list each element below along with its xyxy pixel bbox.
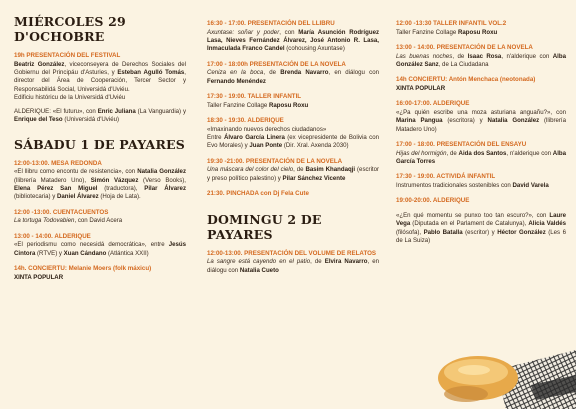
speaker-name: Héctor González (497, 228, 546, 236)
event-storytelling (14, 209, 186, 226)
event-concert-2 (396, 76, 566, 93)
event-text (396, 182, 566, 190)
speaker-name: Isaac Rosa (467, 52, 502, 60)
event-heading: 16:30 - 17:00. PRESENTACIÓN DEL LLIBRU (207, 20, 335, 27)
event-essay-presentation (396, 141, 566, 166)
event-text-part: (ex vicepresidente de Bolivia con Evo Morales) y (207, 133, 379, 150)
event-text (396, 150, 566, 167)
event-round-table (14, 160, 186, 202)
speaker-name: Laure Vega (396, 212, 566, 228)
speaker-name: Alba González Sanz (396, 52, 566, 69)
event-text-part: (Verso Books), (138, 176, 186, 184)
column-2 (207, 20, 379, 282)
event-text-part: (llibrería Matadero Uno) (396, 117, 567, 133)
speaker-name: Jesús Cintora (14, 241, 186, 257)
event-text-part: , de (452, 52, 468, 60)
event-stories-presentation (207, 250, 379, 275)
speaker-name: Elvira Navarro (324, 258, 368, 266)
speaker-name: Pilar Álvarez (144, 185, 186, 193)
day-heading-saturday: SÁBADU 1 DE PAYARES (14, 136, 185, 152)
event-heading: 14h. CONCIERTU: Melanie Moers (folk máxicu) (14, 264, 152, 272)
event-text-part: «El periodismu como necesidá democrática», entre (14, 241, 169, 249)
event-text-part: , n'alderique con (501, 52, 553, 60)
speaker-name: Esteban Agulló Tomás (117, 69, 185, 77)
speaker-name: Daniel Álvarez (57, 193, 99, 201)
event-note: XINTA POPULAR (14, 273, 64, 281)
speaker-name: Natalia González (487, 117, 540, 125)
column-3 (396, 20, 566, 252)
speaker-name: Raposu Roxu (268, 101, 309, 109)
book-title: Ceniza en la boca (207, 69, 264, 77)
event-text-part: (Diputada en el Parlament de Catalunya), (410, 220, 529, 228)
speaker-name: Alba García Torres (396, 149, 567, 165)
day-heading-sunday: DOMINGU 2 DE PAYARES (207, 211, 322, 242)
column-1 (14, 14, 186, 289)
event-text-part: (Dir. Xral. Axenda 2030) (282, 142, 349, 150)
book-title: Una máscara del color del cielo (207, 166, 294, 174)
event-text-part: Taller Fanzine Collage (396, 28, 458, 36)
event-text-part: (Les 6 de La Suiza) (396, 228, 566, 244)
speaker-name: Marina Pangua (396, 117, 443, 125)
event-text (207, 134, 379, 151)
speaker-name: Enric Juliana (97, 108, 136, 116)
event-venue: Edificiu históricu de la Universidá d'Uviéu (14, 93, 126, 101)
speaker-name: Alicia Valdés (528, 220, 566, 228)
event-text (396, 109, 566, 134)
speaker-name: María Asunción Rodríguez Lasa, Nieves Fernández Álvarez, José Antonio R. Lasa, Inmaculada Franco Candel (207, 28, 380, 53)
event-novel-presentation-2 (207, 158, 379, 183)
event-heading: 12:00-13:00. MESA REDONDA (14, 159, 102, 167)
event-text-part: (traductora), (97, 185, 145, 193)
event-text-part: (filósofa), (396, 228, 424, 236)
event-text (207, 258, 379, 275)
book-title: Hijas del hormigón (396, 149, 447, 157)
event-heading: 16:00-17:00. ALDERIQUE (396, 100, 470, 108)
speaker-name: Basim Khandaqji (305, 166, 356, 174)
speaker-name: Álvaro García Linera (223, 133, 285, 141)
speaker-name: Juan Ponte (249, 142, 283, 150)
speaker-name: Raposu Roxu (457, 28, 498, 36)
event-text-part: «El llibru como encontu de resistencia», con (14, 168, 138, 176)
event-dj-set (207, 190, 379, 198)
event-heading: 17:00 - 18:00. PRESENTACIÓN DEL ENSAYU (396, 140, 527, 148)
event-text (396, 85, 566, 93)
event-text (207, 102, 379, 110)
event-text-part: , de (263, 69, 281, 77)
event-text-part: (escritora) y (442, 117, 488, 125)
event-text-part: (Atlántica XXII) (106, 249, 149, 257)
event-text (207, 166, 379, 183)
event-text-part: , viceconseyera de Derechos Sociales del Gobiernu del Principáu d'Asturies, y (14, 60, 186, 77)
event-text-part: (escritor y preso político palestino) y (207, 166, 380, 182)
book-title: La tortuga Todovabien (14, 217, 75, 225)
event-text-part: , con David Acera (74, 217, 123, 225)
event-text-part: ALDERIQUE: «El futuru», con (14, 108, 98, 116)
event-text (14, 274, 186, 282)
event-debate-rights (207, 117, 379, 151)
event-text: «Imaxinando nuevos derechos ciudadanos» (207, 125, 327, 133)
event-heading: 19:30 -21:00. PRESENTACIÓN DE LA NOVELA (207, 157, 343, 165)
speaker-name: Enrique del Teso (14, 116, 63, 124)
event-concert (14, 265, 186, 282)
event-heading: 18:30 - 19:30. ALDERIQUE (207, 116, 284, 124)
event-final-debate (396, 197, 566, 245)
event-text (207, 29, 379, 54)
speaker-name: Xuan Cándano (63, 249, 107, 257)
event-debate-journalism (14, 233, 186, 258)
speaker-name: Simón Vázquez (90, 176, 139, 184)
bread-highlight (458, 365, 490, 375)
book-title: La sangre está cayendo en el patio (207, 258, 311, 266)
event-text-part: «¿Pa quién escribe una moza asturiana anguañu?», con (396, 109, 566, 117)
event-text-part: Taller Fanzine Collage (207, 101, 269, 109)
event-text-part: (Hoja de Lata). (98, 193, 141, 201)
event-heading: 14h CONCIERTU: Antón Menchaca (neotonada) (396, 76, 536, 84)
event-text-part: (RTVE) y (35, 249, 64, 257)
event-text (396, 212, 566, 245)
event-text-part: , de (310, 258, 325, 266)
event-heading: 12:00 -13:00. CUENTACUENTOS (14, 208, 109, 216)
speaker-name: Pilar Sánchez Vicente (282, 174, 346, 182)
speaker-name: Beatriz González (14, 60, 65, 68)
event-novel-presentation (207, 61, 379, 86)
event-text-part: (bibliotecaria) y (14, 193, 58, 201)
event-heading: 19h PRESENTACIÓN DEL FESTIVAL (14, 52, 121, 59)
book-title: Las buenas noches (396, 52, 453, 60)
event-heading: 12:00-13:00. PRESENTACIÓN DEL VOLUME DE RELATOS (207, 249, 377, 257)
event-text-part: , de (446, 149, 459, 157)
event-text-part: «¿En qué momentu se punxo too tan escuro?», con (396, 212, 550, 220)
event-text (14, 61, 186, 94)
event-children-workshop (207, 93, 379, 110)
event-text-part: , con (279, 28, 299, 36)
event-text (14, 108, 186, 125)
event-book-presentation (207, 20, 379, 54)
speaker-name: Fernando Menéndez (207, 77, 266, 85)
event-text-part: (Universidá d'Uviéu) (62, 116, 120, 124)
speaker-name: David Varela (512, 182, 549, 190)
event-children-workshop-2 (396, 20, 566, 37)
event-text (14, 241, 186, 258)
event-heading: 17:00 - 18:00h PRESENTACIÓN DE LA NOVELA (207, 60, 346, 68)
speaker-name: Pablo Batalla (423, 228, 463, 236)
event-text-part: (cohousing Axuntase) (284, 45, 345, 53)
event-heading: 17:30 - 19:00. ACTIVIDÁ INFANTIL (396, 173, 496, 181)
day-heading-wednesday: MIÉRCOLES 29 D'OCHOBRE (14, 14, 126, 44)
event-text-part: , en diálogu con (207, 258, 379, 274)
event-festival-presentation (14, 52, 186, 125)
speaker-name: Natalia Cueto (239, 266, 279, 274)
event-text-part: (escritor) y (462, 228, 498, 236)
event-text-part: , n'alderique con (506, 149, 553, 157)
event-novel-presentation-3 (396, 44, 566, 69)
event-text (396, 29, 566, 37)
event-heading: 13:00 - 14:00. ALDERIQUE (14, 232, 91, 240)
book-title: Axuntase: soñar y poder (207, 28, 280, 36)
speaker-name: Elena Pérez San Miguel (14, 185, 98, 193)
event-text (396, 53, 566, 70)
event-text-part: (llibrería Matadero Uno), (14, 176, 91, 184)
bread-slice (444, 386, 488, 402)
event-heading: 13:00 - 14:00. PRESENTACIÓN DE LA NOVELA (396, 44, 533, 52)
event-text (207, 69, 379, 86)
event-text-part: , director del Área de Cooperación, Tercer Sector y Responsabilidá Social, Universidá d'Uviéu. (14, 69, 186, 93)
event-text (14, 217, 186, 225)
event-heading: 21:30. PINCHADA con Dj Fela Cute (207, 189, 309, 197)
event-text-part: Instrumentos tradicionales sostenibles con (396, 182, 513, 190)
event-debate-writing (396, 100, 566, 134)
event-note: XINTA POPULAR (396, 85, 446, 93)
speaker-name: Aida dos Santos (458, 149, 507, 157)
bread-illustration (436, 330, 576, 409)
event-text-part: , en diálogu con (328, 69, 379, 77)
speaker-name: Brenda Navarro (280, 69, 329, 77)
event-text (14, 168, 186, 201)
speaker-name: Natalia González (137, 168, 186, 176)
event-heading: 12:00 -13:30 TALLER INFANTIL VOL.2 (396, 20, 507, 27)
event-text-part: (La Vanguardia) y (135, 108, 186, 116)
event-heading: 19:00-20:00. ALDERIQUE (396, 197, 470, 205)
event-text-part: , de (293, 166, 306, 174)
event-children-activity (396, 173, 566, 190)
event-heading: 17:30 - 19:00. TALLER INFANTIL (207, 92, 302, 100)
event-text-part: Entre (207, 133, 224, 141)
event-text-part: , de La Ciudadana (438, 61, 489, 69)
